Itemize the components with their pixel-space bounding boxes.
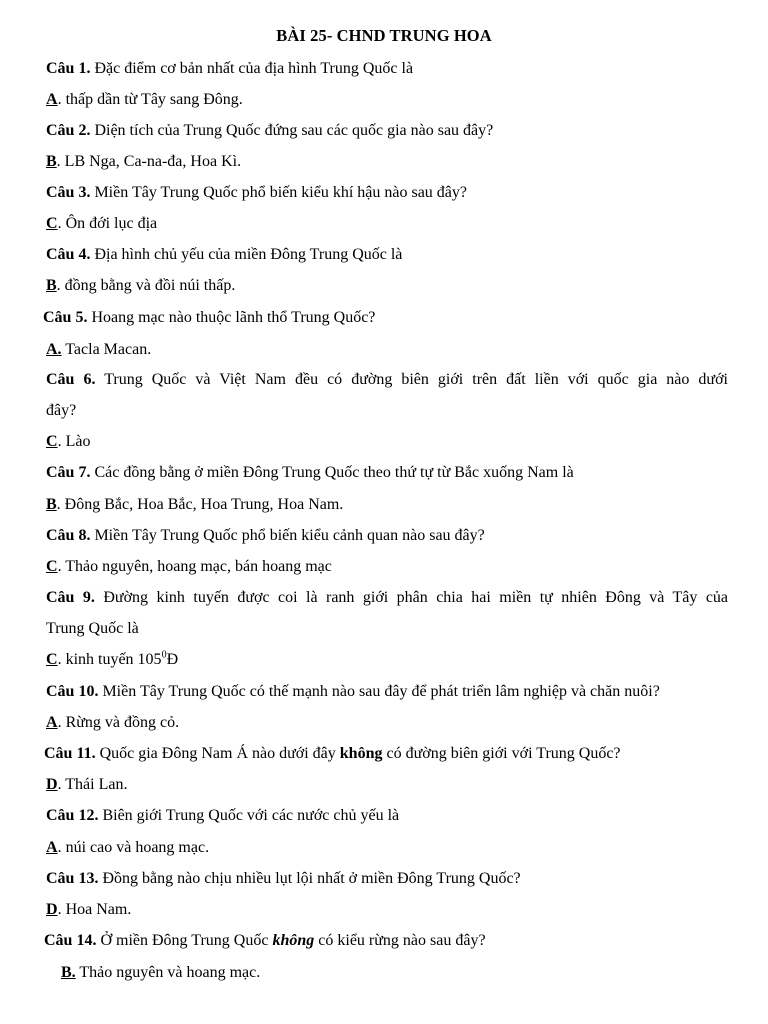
question-6 (46, 370, 728, 390)
answer-text-suffix: Đ (166, 651, 179, 668)
answer-letter: A (46, 714, 58, 731)
question-11 (44, 744, 728, 764)
answer-12 (46, 838, 728, 858)
question-text: Miền Tây Trung Quốc có thế mạnh nào sau đây để phát triển lâm nghiệp và chăn nuôi? (102, 683, 660, 700)
question-label: Câu 4. (46, 246, 91, 263)
question-label: Câu 6. (46, 371, 96, 388)
answer-14 (61, 963, 728, 983)
answer-text: . Thảo nguyên, hoang mạc, bán hoang mạc (57, 558, 332, 575)
answer-letter: C (46, 651, 58, 668)
answer-text: . Ôn đới lục địa (57, 215, 158, 232)
question-label: Câu 7. (46, 464, 91, 481)
answer-3 (46, 214, 728, 234)
question-text: Biên giới Trung Quốc với các nước chủ yếu là (102, 807, 400, 824)
question-text-suffix: có đường biên giới với Trung Quốc? (386, 745, 621, 762)
answer-text: . thấp dần từ Tây sang Đông. (57, 91, 243, 108)
question-9 (46, 588, 728, 608)
answer-text: Tacla Macan. (61, 341, 152, 358)
question-text: Đặc điểm cơ bản nhất của địa hình Trung Quốc là (94, 60, 414, 77)
answer-text: . LB Nga, Ca-na-đa, Hoa Kì. (56, 153, 242, 170)
question-5 (43, 308, 728, 328)
question-text: Trung Quốc và Việt Nam đều có đường biên giới trên đất liền với quốc gia nào dưới (104, 371, 729, 388)
page-title: BÀI 25- CHND TRUNG HOA (276, 26, 492, 45)
question-text: đây? (46, 402, 77, 419)
question-text: Địa hình chủ yếu của miền Đông Trung Quốc là (94, 246, 403, 263)
question-12 (46, 806, 728, 826)
answer-text: . Thái Lan. (57, 776, 128, 793)
question-label: Câu 1. (46, 60, 91, 77)
answer-1 (46, 90, 728, 110)
question-label: Câu 14. (44, 932, 97, 949)
answer-text: . Rừng và đồng cỏ. (57, 714, 180, 731)
answer-letter: A. (46, 341, 62, 358)
answer-7 (46, 495, 728, 515)
question-text: Trung Quốc là (46, 620, 139, 637)
question-6-continued (46, 401, 728, 421)
answer-text: . Đông Bắc, Hoa Bắc, Hoa Trung, Hoa Nam. (56, 496, 344, 513)
answer-letter: B (46, 277, 57, 294)
answer-letter: A (46, 91, 58, 108)
question-label: Câu 5. (43, 309, 88, 326)
question-text: Đường kinh tuyến được coi là ranh giới phân chia hai miền tự nhiên Đông và Tây của (103, 589, 729, 606)
answer-13 (46, 900, 728, 920)
answer-letter: D (46, 901, 58, 918)
question-emphasis: không (339, 745, 383, 762)
answer-letter: C (46, 215, 58, 232)
answer-text: . kinh tuyến 105 (57, 651, 162, 668)
question-text: Miền Tây Trung Quốc phổ biến kiểu khí hậu nào sau đây? (94, 184, 467, 201)
answer-6 (46, 432, 728, 452)
question-label: Câu 13. (46, 870, 99, 887)
question-2 (46, 121, 728, 141)
answer-10 (46, 713, 728, 733)
question-8 (46, 526, 728, 546)
question-text-suffix: có kiểu rừng nào sau đây? (318, 932, 486, 949)
question-9-continued (46, 619, 728, 639)
answer-text: . núi cao và hoang mạc. (57, 839, 210, 856)
answer-text: . Lào (57, 433, 91, 450)
answer-2 (46, 152, 728, 172)
question-14 (44, 931, 728, 951)
answer-4 (46, 276, 728, 296)
answer-letter: C (46, 433, 58, 450)
question-10 (46, 682, 728, 702)
answer-letter: B (46, 153, 57, 170)
question-label: Câu 10. (46, 683, 99, 700)
question-3 (46, 183, 728, 203)
question-text: Miền Tây Trung Quốc phổ biến kiểu cảnh quan nào sau đây? (94, 527, 485, 544)
question-label: Câu 9. (46, 589, 95, 606)
answer-letter: B (46, 496, 57, 513)
question-text: Hoang mạc nào thuộc lãnh thổ Trung Quốc? (91, 309, 376, 326)
answer-11 (46, 775, 728, 795)
question-label: Câu 11. (44, 745, 96, 762)
answer-letter: D (46, 776, 58, 793)
answer-5 (46, 340, 728, 360)
answer-text: . đồng bằng và đồi núi thấp. (56, 277, 236, 294)
question-4 (46, 245, 728, 265)
question-7 (46, 463, 728, 483)
question-text: Quốc gia Đông Nam Á nào dưới đây (99, 745, 336, 762)
question-1 (46, 59, 728, 79)
question-label: Câu 3. (46, 184, 91, 201)
answer-letter: A (46, 839, 58, 856)
question-text: Diện tích của Trung Quốc đứng sau các quốc gia nào sau đây? (94, 122, 494, 139)
question-text: Các đồng bằng ở miền Đông Trung Quốc theo thứ tự từ Bắc xuống Nam là (94, 464, 574, 481)
answer-letter: C (46, 558, 58, 575)
question-emphasis: không (272, 932, 315, 949)
answer-9 (46, 650, 728, 670)
answer-letter: B. (61, 964, 76, 981)
question-text: Ở miền Đông Trung Quốc (100, 932, 269, 949)
question-label: Câu 2. (46, 122, 91, 139)
question-13 (46, 869, 728, 889)
question-label: Câu 8. (46, 527, 91, 544)
answer-text: . Hoa Nam. (57, 901, 132, 918)
answer-8 (46, 557, 728, 577)
answer-text: Thảo nguyên và hoang mạc. (75, 964, 261, 981)
degree-superscript: 0 (161, 649, 167, 661)
question-text: Đồng bằng nào chịu nhiều lụt lội nhất ở miền Đông Trung Quốc? (102, 870, 521, 887)
question-label: Câu 12. (46, 807, 99, 824)
